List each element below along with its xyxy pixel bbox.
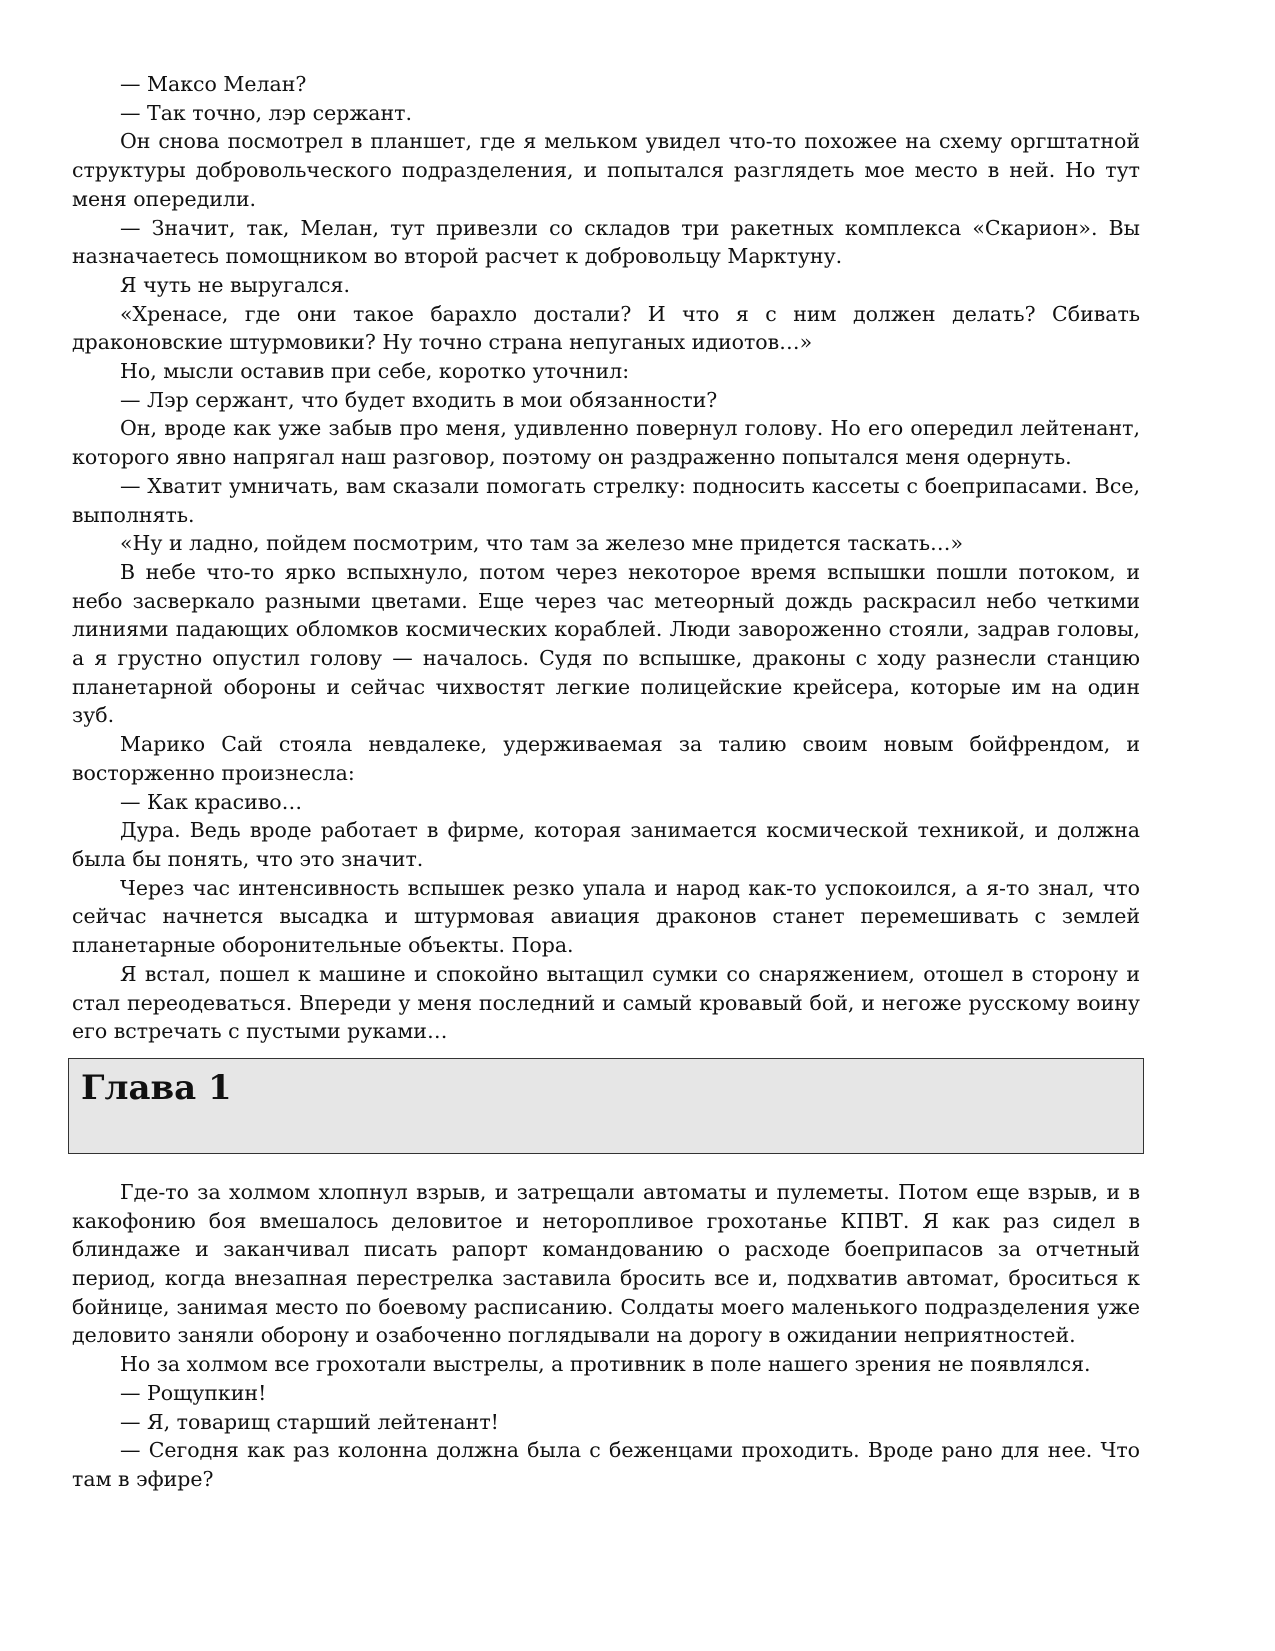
- text-before-chapter: [72, 70, 1140, 1046]
- page-content: [72, 70, 1140, 1494]
- paragraph: — Хватит умничать, вам сказали помогать стрелку: подносить кассеты с боеприпасами. Все, выполнять.: [72, 473, 1140, 527]
- paragraph: — Как красиво…: [120, 789, 303, 814]
- paragraph: Я чуть не выругался.: [120, 272, 350, 297]
- paragraph: «Хренасе, где они такое барахло достали? И что я с ним должен делать? Сбивать драконовские штурмовики? Ну точно страна непуганых идиотов…»: [72, 301, 1140, 355]
- paragraph: «Ну и ладно, пойдем посмотрим, что там за железо мне придется таскать…»: [120, 531, 964, 556]
- paragraph: Но за холмом все грохотали выстрелы, а противник в поле нашего зрения не появлялся.: [120, 1352, 1091, 1377]
- paragraph: Но, мысли оставив при себе, коротко уточнил:: [120, 359, 630, 384]
- paragraph: — Значит, так, Мелан, тут привезли со складов три ракетных комплекса «Скарион». Вы назначаетесь помощником во второй расчет к добровольцу Марктуну.: [72, 215, 1140, 269]
- text-after-chapter: [72, 1178, 1140, 1494]
- paragraph: Дура. Ведь вроде работает в фирме, которая занимается космической техникой, и должна была бы понять, что это значит.: [72, 818, 1140, 871]
- paragraph: — Сегодня как раз колонна должна была с беженцами проходить. Вроде рано для нее. Что там в эфире?: [72, 1438, 1140, 1491]
- paragraph: Где-то за холмом хлопнул взрыв, и затрещали автоматы и пулеметы. Потом еще взрыв, и в какофонию боя вмешалось деловитое и неторопливое грохотанье КПВТ. Я как раз сидел в блиндаже и заканчивал писать рапорт командованию о расходе боеприпасов за отчетный период, когда внезапная перестрелка заставила бросить все и, подхватив автомат, броситься к бойнице, занимая место по боевому расписанию. Солдаты моего маленького подразделения уже деловито заняли оборону и озабоченно поглядывали на дорогу в ожидании неприятностей.: [72, 1179, 1140, 1348]
- paragraph: — Рощупкин!: [120, 1380, 267, 1405]
- paragraph: Через час интенсивность вспышек резко упала и народ как-то успокоился, а я-то знал, что сейчас начнется высадка и штурмовая авиация драконов станет перемешивать с землей планетарные оборонительные объекты. Пора.: [72, 875, 1140, 958]
- paragraph: — Максо Мелан?: [120, 72, 307, 96]
- chapter-title: Глава 1: [81, 1067, 232, 1108]
- paragraph: Он снова посмотрел в планшет, где я мельком увидел что-то похожее на схему оргштатной структуры добровольческого подразделения, и попытался разглядеть мое место в ней. Но тут меня опередили.: [72, 129, 1140, 211]
- paragraph: Я встал, пошел к машине и спокойно вытащил сумки со снаряжением, отошел в сторону и стал переодеваться. Впереди у меня последний и самый кровавый бой, и негоже русскому воину его встречать с пустыми руками…: [72, 961, 1140, 1044]
- paragraph: — Я, товарищ старший лейтенант!: [120, 1409, 499, 1434]
- paragraph: В небе что-то ярко вспыхнуло, потом через некоторое время вспышки пошли потоком, и небо засверкало разными цветами. Еще через час метеорный дождь раскрасил небо четкими линиями падающих обломков космических кораблей. Люди завороженно стояли, задрав головы, а я грустно опустил голову — началось. Судя по вспышке, драконы с ходу разнесли станцию планетарной обороны и сейчас чихвостят легкие полицейские крейсера, которые им на один зуб.: [72, 559, 1140, 728]
- chapter-heading-box: [68, 1058, 1144, 1154]
- paragraph: — Так точно, лэр сержант.: [120, 100, 412, 125]
- paragraph: Он, вроде как уже забыв про меня, удивленно повернул голову. Но его опередил лейтенант, которого явно напрягал наш разговор, поэтому он раздраженно попытался меня одернуть.: [72, 416, 1140, 470]
- paragraph: Марико Сай стояла невдалеке, удерживаемая за талию своим новым бойфрендом, и восторженно произнесла:: [72, 732, 1140, 785]
- paragraph: — Лэр сержант, что будет входить в мои обязанности?: [120, 387, 718, 412]
